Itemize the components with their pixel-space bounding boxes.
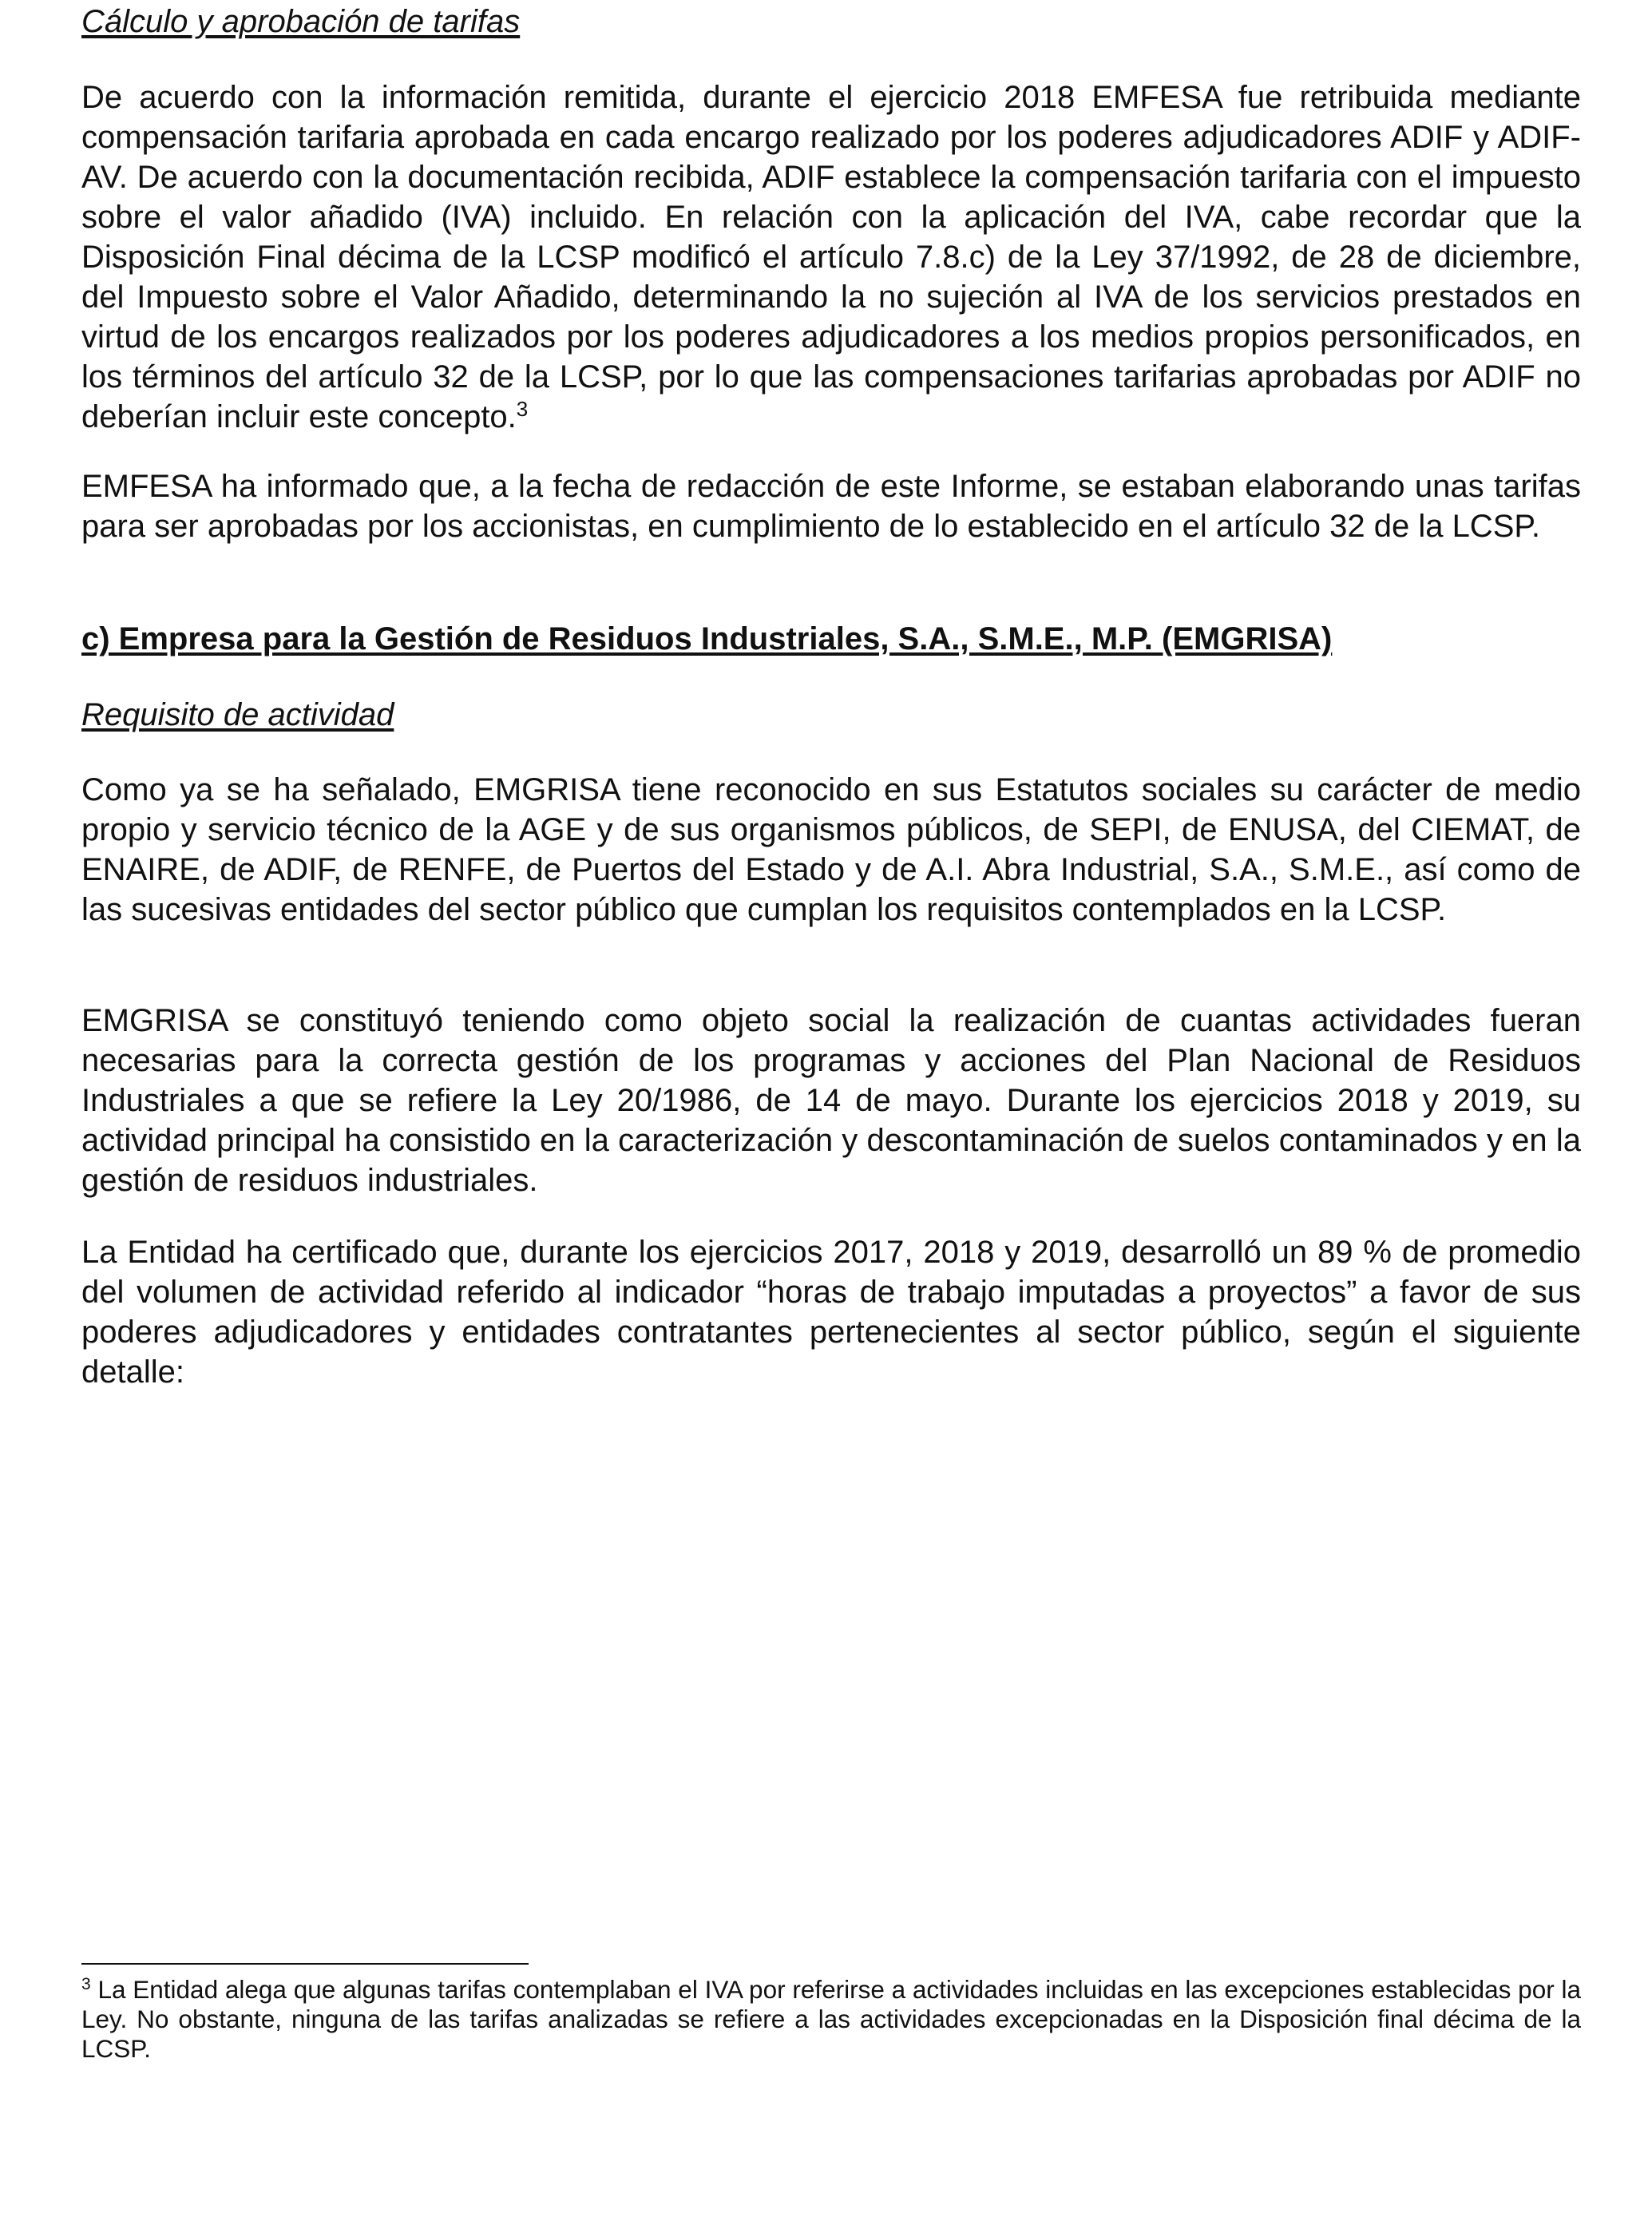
paragraph-emgrisa-medio-propio: Como ya se ha señalado, EMGRISA tiene reconocido en sus Estatutos sociales su carácter de medio propio y servicio técnico de la AGE y de sus organismos públicos, de SEPI, de ENUSA, del CIEMAT, de ENAIRE, de ADIF, de RENFE, de Puertos del Estado y de A.I. Abra Industrial, S.A., S.M.E., así como de las sucesivas entidades del sector público que cumplan los requisitos contemplados en la LCSP. <box>81 772 1581 927</box>
footnote-separator <box>81 1963 529 1965</box>
paragraph-emgrisa-actividad: La Entidad ha certificado que, durante los ejercicios 2017, 2018 y 2019, desarrolló un 89 % de promedio del volumen de actividad referido al indicador “horas de trabajo imputadas a proyectos” a favor de sus poderes adjudicadores y entidades contratantes pertenecientes al sector público, según el siguiente detalle: <box>81 1235 1581 1390</box>
section-heading-calculo-tarifas: Cálculo y aprobación de tarifas <box>81 4 521 39</box>
paragraph-emgrisa-objeto-social: EMGRISA se constituyó teniendo como objeto social la realización de cuantas actividades fueran necesarias para la correcta gestión de los programas y acciones del Plan Nacional de Residuos Industriales a que se refiere la Ley 20/1986, de 14 de mayo. Durante los ejercicios 2018 y 2019, su actividad principal ha consistido en la caracterización y descontaminación de suelos contaminados y en la gestión de residuos industriales. <box>81 1003 1581 1198</box>
footnote-reference-3[interactable]: 3 <box>516 397 529 421</box>
paragraph-emfesa-tarifas: EMFESA ha informado que, a la fecha de redacción de este Informe, se estaban elaborando unas tarifas para ser aprobadas por los accionistas, en cumplimiento de lo establecido en el artículo 32 de la LCSP. <box>81 469 1581 544</box>
paragraph-tarifas-iva <box>81 77 1581 437</box>
subheading-requisito-actividad: Requisito de actividad <box>81 697 394 732</box>
footnote-text: La Entidad alega que algunas tarifas contemplaban el IVA por referirse a actividades incluidas en las excepciones establecidas por la Ley. No obstante, ninguna de las tarifas analizadas se refiere a las actividades excepcionadas en la Disposición final décima de la LCSP. <box>81 1975 1581 2063</box>
footnote-number: 3 <box>81 1975 91 1993</box>
footnote-3 <box>81 1975 1581 2064</box>
paragraph-tarifas-iva-text: De acuerdo con la información remitida, durante el ejercicio 2018 EMFESA fue retribuida mediante compensación tarifaria aprobada en cada encargo realizado por los poderes adjudicadores ADIF y ADIF-AV. De acuerdo con la documentación recibida, ADIF establece la compensación tarifaria con el impuesto sobre el valor añadido (IVA) incluido. En relación con la aplicación del IVA, cabe recordar que la Disposición Final décima de la LCSP modificó el artículo 7.8.c) de la Ley 37/1992, de 28 de diciembre, del Impuesto sobre el Valor Añadido, determinando la no sujeción al IVA de los servicios prestados en virtud de los encargos realizados por los poderes adjudicadores a los medios propios personificados, en los términos del artículo 32 de la LCSP, por lo que las compensaciones tarifarias aprobadas por ADIF no deberían incluir este concepto. <box>81 80 1581 434</box>
section-heading-emgrisa: c) Empresa para la Gestión de Residuos Industriales, S.A., S.M.E., M.P. (EMGRISA) <box>81 621 1333 656</box>
